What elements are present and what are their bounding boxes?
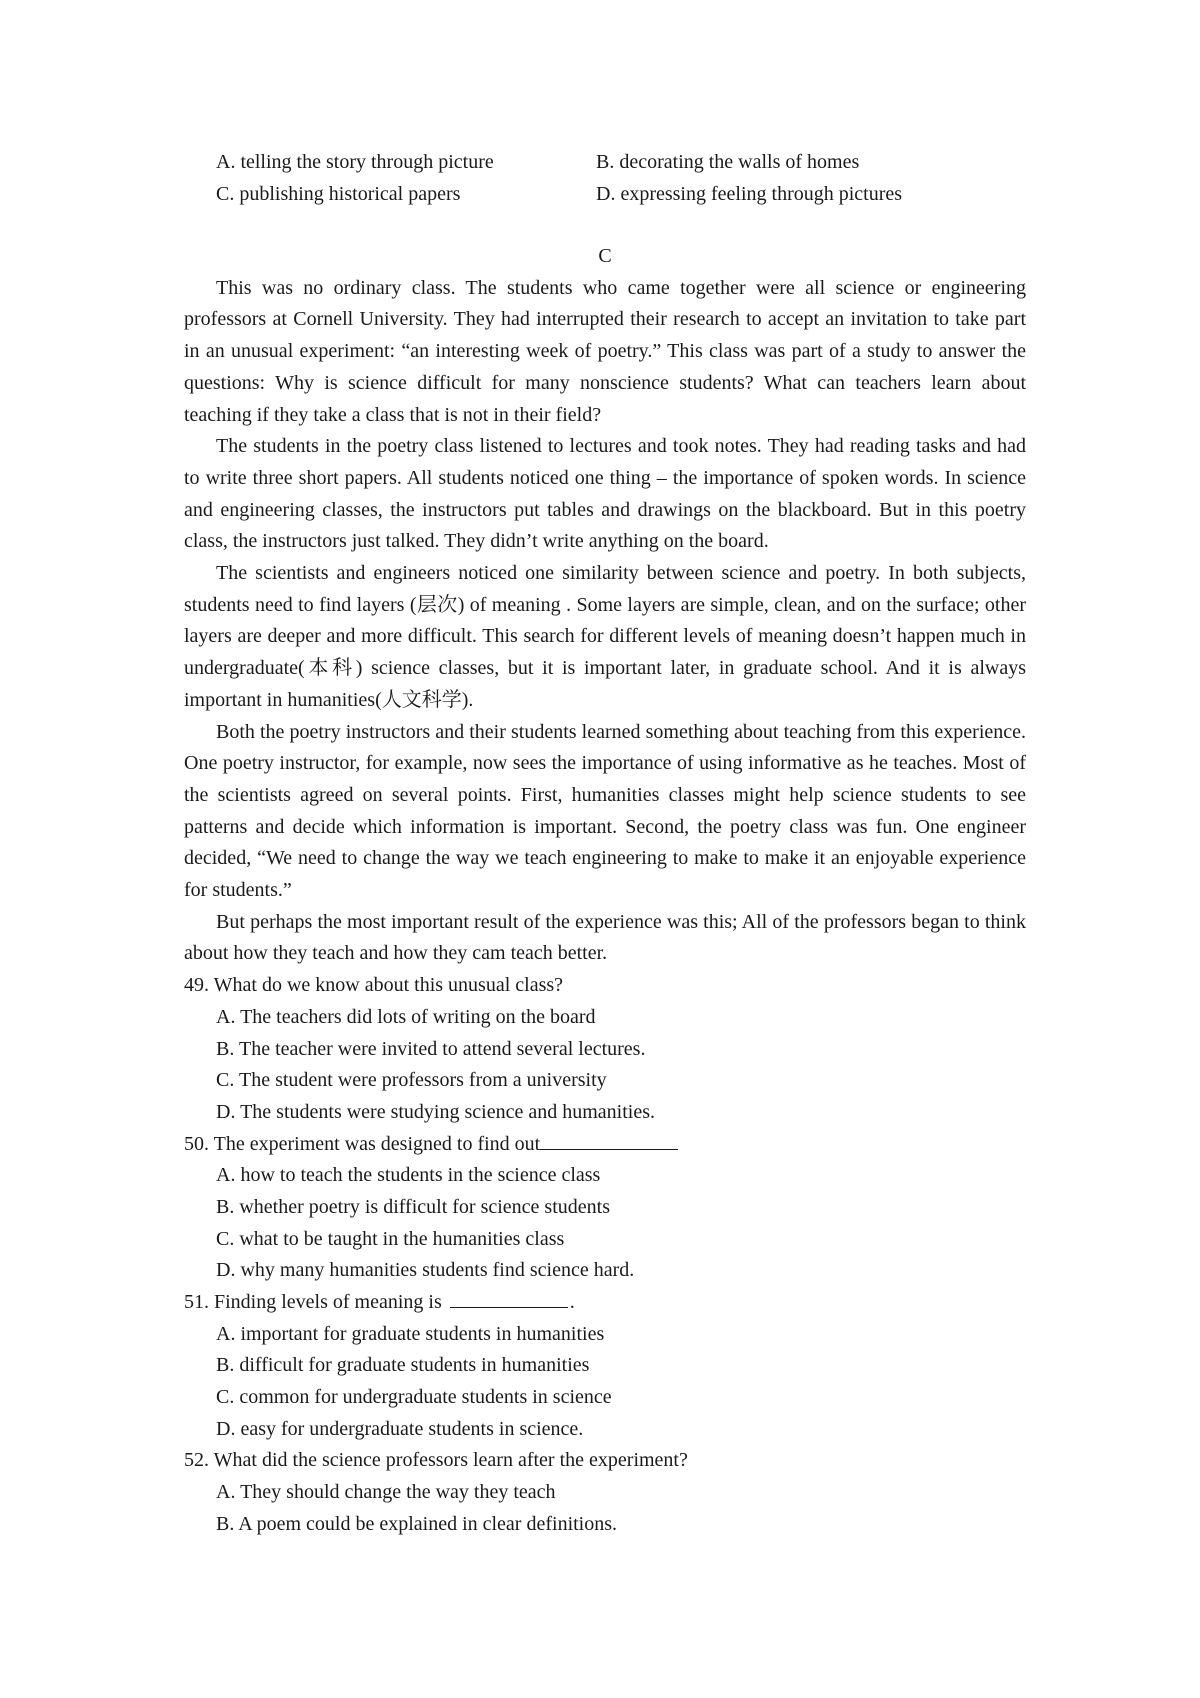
answer-option-a: A. how to teach the students in the science class	[216, 1164, 601, 1187]
answer-option-b: B. whether poetry is difficult for science students	[216, 1195, 610, 1218]
option-row	[216, 147, 1016, 179]
answer-option-c: C. what to be taught in the humanities class	[216, 1227, 565, 1250]
option-row	[216, 179, 1016, 211]
question-52	[184, 1445, 1026, 1540]
question-stem: 50. The experiment was designed to find out	[184, 1132, 541, 1155]
reading-passage-c	[184, 241, 1026, 1541]
question-stem-end: .	[569, 1291, 575, 1314]
option-d: D. expressing feeling through pictures	[596, 182, 903, 205]
question-50	[184, 1129, 1026, 1287]
question-stem-line	[184, 1129, 1026, 1161]
question-stem-line	[184, 1287, 1026, 1319]
answer-option-a: A. important for graduate students in humanities	[216, 1322, 605, 1345]
answer-option-b: B. The teacher were invited to attend several lectures.	[216, 1037, 646, 1060]
question-51	[184, 1287, 1026, 1445]
passage-paragraph: The scientists and engineers noticed one similarity between science and poetry. In both subjects, students need to find layers (层次) of meaning . Some layers are simple, clean, and on the surface; other layers are deeper and more difficult. This search for different levels of meaning doesn’t happen much in undergraduate(本科) science classes, but it is important later, in graduate school. And it is always important in humanities(人文科学).	[184, 562, 1026, 711]
answer-option-b: B. A poem could be explained in clear definitions.	[216, 1512, 618, 1535]
question-stem: 52. What did the science professors learn after the experiment?	[184, 1449, 688, 1472]
question-stem: 51. Finding levels of meaning is	[184, 1291, 442, 1314]
passage-paragraph: Both the poetry instructors and their students learned something about teaching from this experience. One poetry instructor, for example, now sees the importance of using informative as he teaches. Most of the scientists agreed on several points. First, humanities classes might help science students to see patterns and decide which information is important. Second, the poetry class was fun. One engineer decided, “We need to change the way we teach engineering to make to make it an enjoyable experience for students.”	[184, 720, 1026, 902]
answer-option-b: B. difficult for graduate students in humanities	[216, 1354, 590, 1377]
previous-question-options	[216, 147, 1016, 210]
answer-blank	[540, 1129, 678, 1150]
answer-blank	[450, 1287, 568, 1308]
answer-option-d: D. The students were studying science and humanities.	[216, 1100, 655, 1123]
answer-option-a: A. They should change the way they teach	[216, 1481, 556, 1504]
answer-option-d: D. why many humanities students find science hard.	[216, 1259, 635, 1282]
answer-option-c: C. The student were professors from a university	[216, 1069, 607, 1092]
section-title: C	[598, 245, 612, 267]
passage-paragraph: The students in the poetry class listened to lectures and took notes. They had reading tasks and had to write three short papers. All students noticed one thing – the importance of spoken words. In science and engineering classes, the instructors put tables and drawings on the blackboard. But in this poetry class, the instructors just talked. They didn’t write anything on the board.	[184, 435, 1026, 553]
passage-paragraph: This was no ordinary class. The students who came together were all science or engineering professors at Cornell University. They had interrupted their research to accept an invitation to take part in an unusual experiment: “an interesting week of poetry.” This class was part of a study to answer the questions: Why is science difficult for many nonscience students? What can teachers learn about teaching if they take a class that is not in their field?	[184, 276, 1026, 426]
option-a: A. telling the story through picture	[216, 151, 494, 173]
option-b: B. decorating the walls of homes	[596, 151, 860, 173]
option-c: C. publishing historical papers	[216, 182, 461, 205]
answer-option-d: D. easy for undergraduate students in science.	[216, 1417, 584, 1440]
passage-paragraph: But perhaps the most important result of the experience was this; All of the professors began to think about how they teach and how they cam teach better.	[184, 910, 1026, 965]
answer-option-c: C. common for undergraduate students in science	[216, 1386, 612, 1409]
question-49	[184, 970, 1026, 1128]
answer-option-a: A. The teachers did lots of writing on the board	[216, 1005, 596, 1028]
question-stem: 49. What do we know about this unusual class?	[184, 974, 564, 997]
